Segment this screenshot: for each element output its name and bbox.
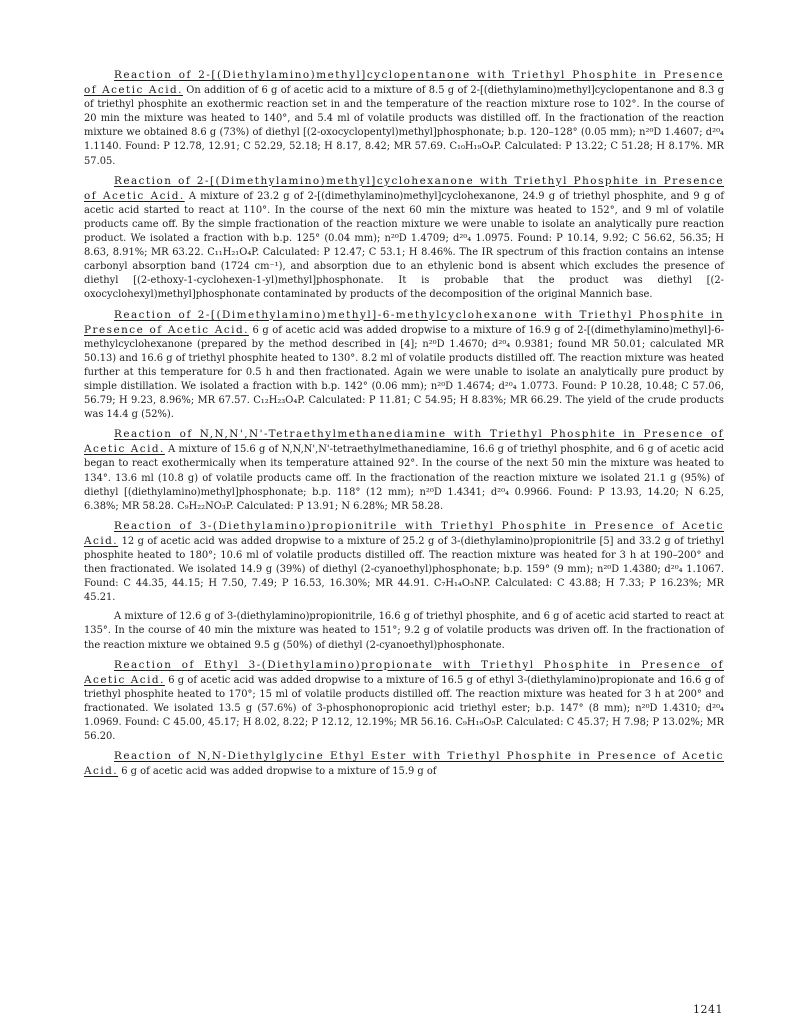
section-methanediamine — [84, 427, 724, 514]
section-text: A mixture of 23.2 g of 2-[(dimethylamino)methyl]cyclohexanone, 24.9 g of triethyl phosphite, and 9 g of acetic acid started to react at 110°. In the course of the next 60 min the mixture was heated to 152°, and 9 ml of volatile products came off. By the simple fractionation of the reaction mixture we were unable to isolate an analytically pure reaction product. We isolated a fraction with b.p. 125° (0.04 mm); n²⁰D 1.4709; d²⁰₄ 1.0975. Found: P 10.14, 9.92; C 56.62, 56.35; H 8.63, 8.91%; MR 63.22. C₁₁H₂₁O₄P. Calculated: P 12.47; C 53.1; H 8.46%. The IR spectrum of this fraction contains an intense carbonyl absorption band (1724 cm⁻¹), and absorption due to an ethylenic bond is absent which excludes the presence of diethyl [(2-ethoxy-1-cyclohexen-1-yl)methyl]phosphonate. It is probable that the product was diethyl [(2-oxocyclohexyl)methyl]phosphonate contaminated by products of the decomposition of the original Mannich base. — [84, 190, 724, 301]
section-cyclohexanone — [84, 174, 724, 303]
section-propionitrile-repeat — [84, 610, 724, 652]
page-number: 1241 — [693, 1003, 723, 1016]
section-cyclopentanone — [84, 68, 724, 169]
section-text: 6 g of acetic acid was added dropwise to a mixture of 15.9 g of — [121, 766, 437, 778]
section-text: 6 g of acetic acid was added dropwise to a mixture of 16.9 g of 2-[(dimethylamino)methyl]-6-methylcyclohexanone (prepared by the method described in [4]; n²⁰D 1.4670; d²⁰₄ 0.9381; found MR 50.01; calculated MR 50.13) and 16.6 g of triethyl phosphite heated to 130°. 8.2 ml of volatile products distilled off. The reaction mixture was heated further at this temperature for 0.5 h and then fractionated. Again we were unable to isolate an analytically pure product by simple distillation. We isolated a fraction with b.p. 142° (0.06 mm); n²⁰D 1.4674; d²⁰₄ 1.0773. Found: P 10.28, 10.48; C 57.06, 56.79; H 9.23, 8.96%; MR 67.57. C₁₂H₂₃O₄P. Calculated: P 11.81; C 54.95; H 8.83%; MR 66.29. The yield of the crude products was 14.4 g (52%). — [84, 324, 725, 421]
section-methylcyclohexanone — [84, 308, 724, 423]
section-title: Reaction of 3-(Diethylamino)propionitrile with Triethyl Phosphite in Presence of Acetic Acid. — [84, 519, 724, 547]
section-title: Reaction of N,N-Diethylglycine Ethyl Ester with Triethyl Phosphite in Presence of Acetic Acid. — [84, 750, 724, 778]
section-title: Reaction of 2-[(Dimethylamino)methyl]cyclohexanone with Triethyl Phosphite in Presence of Acetic Acid. — [84, 174, 724, 202]
section-text: On addition of 6 g of acetic acid to a mixture of 8.5 g of 2-[(diethylamino)methyl]cyclopentanone and 8.3 g of triethyl phosphite an exothermic reaction set in and the temperature of the reaction mixture rose to 102°. In the course of 20 min the mixture was heated to 140°, and 5.4 ml of volatile products was distilled off. In the fractionation of the reaction mixture we obtained 8.6 g (73%) of diethyl [(2-oxocyclopentyl)methyl]phosphonate; b.p. 120–128° (0.05 mm); n²⁰D 1.4607; d²⁰₄ 1.1140. Found: P 12.78, 12.91; C 52.29, 52.18; H 8.17, 8.42; MR 57.69. C₁₀H₁₉O₄P. Calculated: P 13.22; C 51.28; H 8.17%. MR 57.05. — [84, 85, 724, 167]
paper-page — [84, 68, 724, 784]
section-title: Reaction of Ethyl 3-(Diethylamino)propionate with Triethyl Phosphite in Presence of Acetic Acid. — [84, 658, 724, 686]
section-text: A mixture of 12.6 g of 3-(diethylamino)propionitrile, 16.6 g of triethyl phosphite, and 6 g of acetic acid started to react at 135°. In the course of 40 min the mixture was heated to 151°; 9.2 g of volatile products was driven off. In the fractionation of the reaction mixture we obtained 9.5 g (50%) of diethyl (2-cyanoethyl)phosphonate. — [84, 611, 724, 651]
section-propionate — [84, 658, 724, 745]
section-text: 12 g of acetic acid was added dropwise to a mixture of 25.2 g of 3-(diethylamino)propionitrile [5] and 33.2 g of triethyl phosphite heated to 180°; 10.6 ml of volatile products distilled off. The reaction mixture was heated for 3 h at 190–200° and then fractionated. We isolated 14.9 g (39%) of diethyl (2-cyanoethyl)phosphonate; b.p. 159° (9 mm); n²⁰D 1.4380; d²⁰₄ 1.1067. Found: C 44.35, 44.15; H 7.50, 7.49; P 16.53, 16.30%; MR 44.91. C₇H₁₄O₃NP. Calculated: C 43.88; H 7.33; P 16.23%; MR 45.21. — [84, 535, 724, 604]
section-title: Reaction of N,N,N',N'-Tetraethylmethanediamine with Triethyl Phosphite in Presence of Acetic Acid. — [84, 428, 724, 456]
section-title: Reaction of 2-[(Dimethylamino)methyl]-6-methylcyclohexanone with Triethyl Phosphite in Presence of Acetic Acid. — [84, 308, 724, 336]
section-title: Reaction of 2-[(Diethylamino)methyl]cyclopentanone with Triethyl Phosphite in Presence of Acetic Acid. — [84, 69, 724, 97]
section-text: 6 g of acetic acid was added dropwise to a mixture of 16.5 g of ethyl 3-(diethylamino)propionate and 16.6 g of triethyl phosphite heated to 170°; 15 ml of volatile products distilled off. The reaction mixture was heated for 3 h at 200° and fractionated. We isolated 13.5 g (57.6%) of 3-phosphonopropionic acid triethyl ester; b.p. 147° (8 mm); n²⁰D 1.4310; d²⁰₄ 1.0969. Found: C 45.00, 45.17; H 8.02, 8.22; P 12.12, 12.19%; MR 56.16. C₉H₁₉O₅P. Calculated: C 45.37; H 7.98; P 13.02%; MR 56.20. — [84, 674, 724, 743]
section-glycine-ester — [84, 749, 724, 779]
section-propionitrile — [84, 519, 724, 606]
section-text: A mixture of 15.6 g of N,N,N',N'-tetraethylmethanediamine, 16.6 g of triethyl phosphite, and 6 g of acetic acid began to react exothermically when its temperature attained 92°. In the course of the next 50 min the mixture was heated to 134°. 13.6 ml (10.8 g) of volatile products came off. In the fractionation of the reaction mixture we isolated 21.1 g (95%) of diethyl [(diethylamino)methyl]phosphonate; b.p. 118° (12 mm); n²⁰D 1.4341; d²⁰₄ 0.9966. Found: P 13.93, 14.20; N 6.25, 6.38%; MR 58.28. C₉H₂₂NO₃P. Calculated: P 13.91; N 6.28%; MR 58.28. — [84, 444, 724, 512]
